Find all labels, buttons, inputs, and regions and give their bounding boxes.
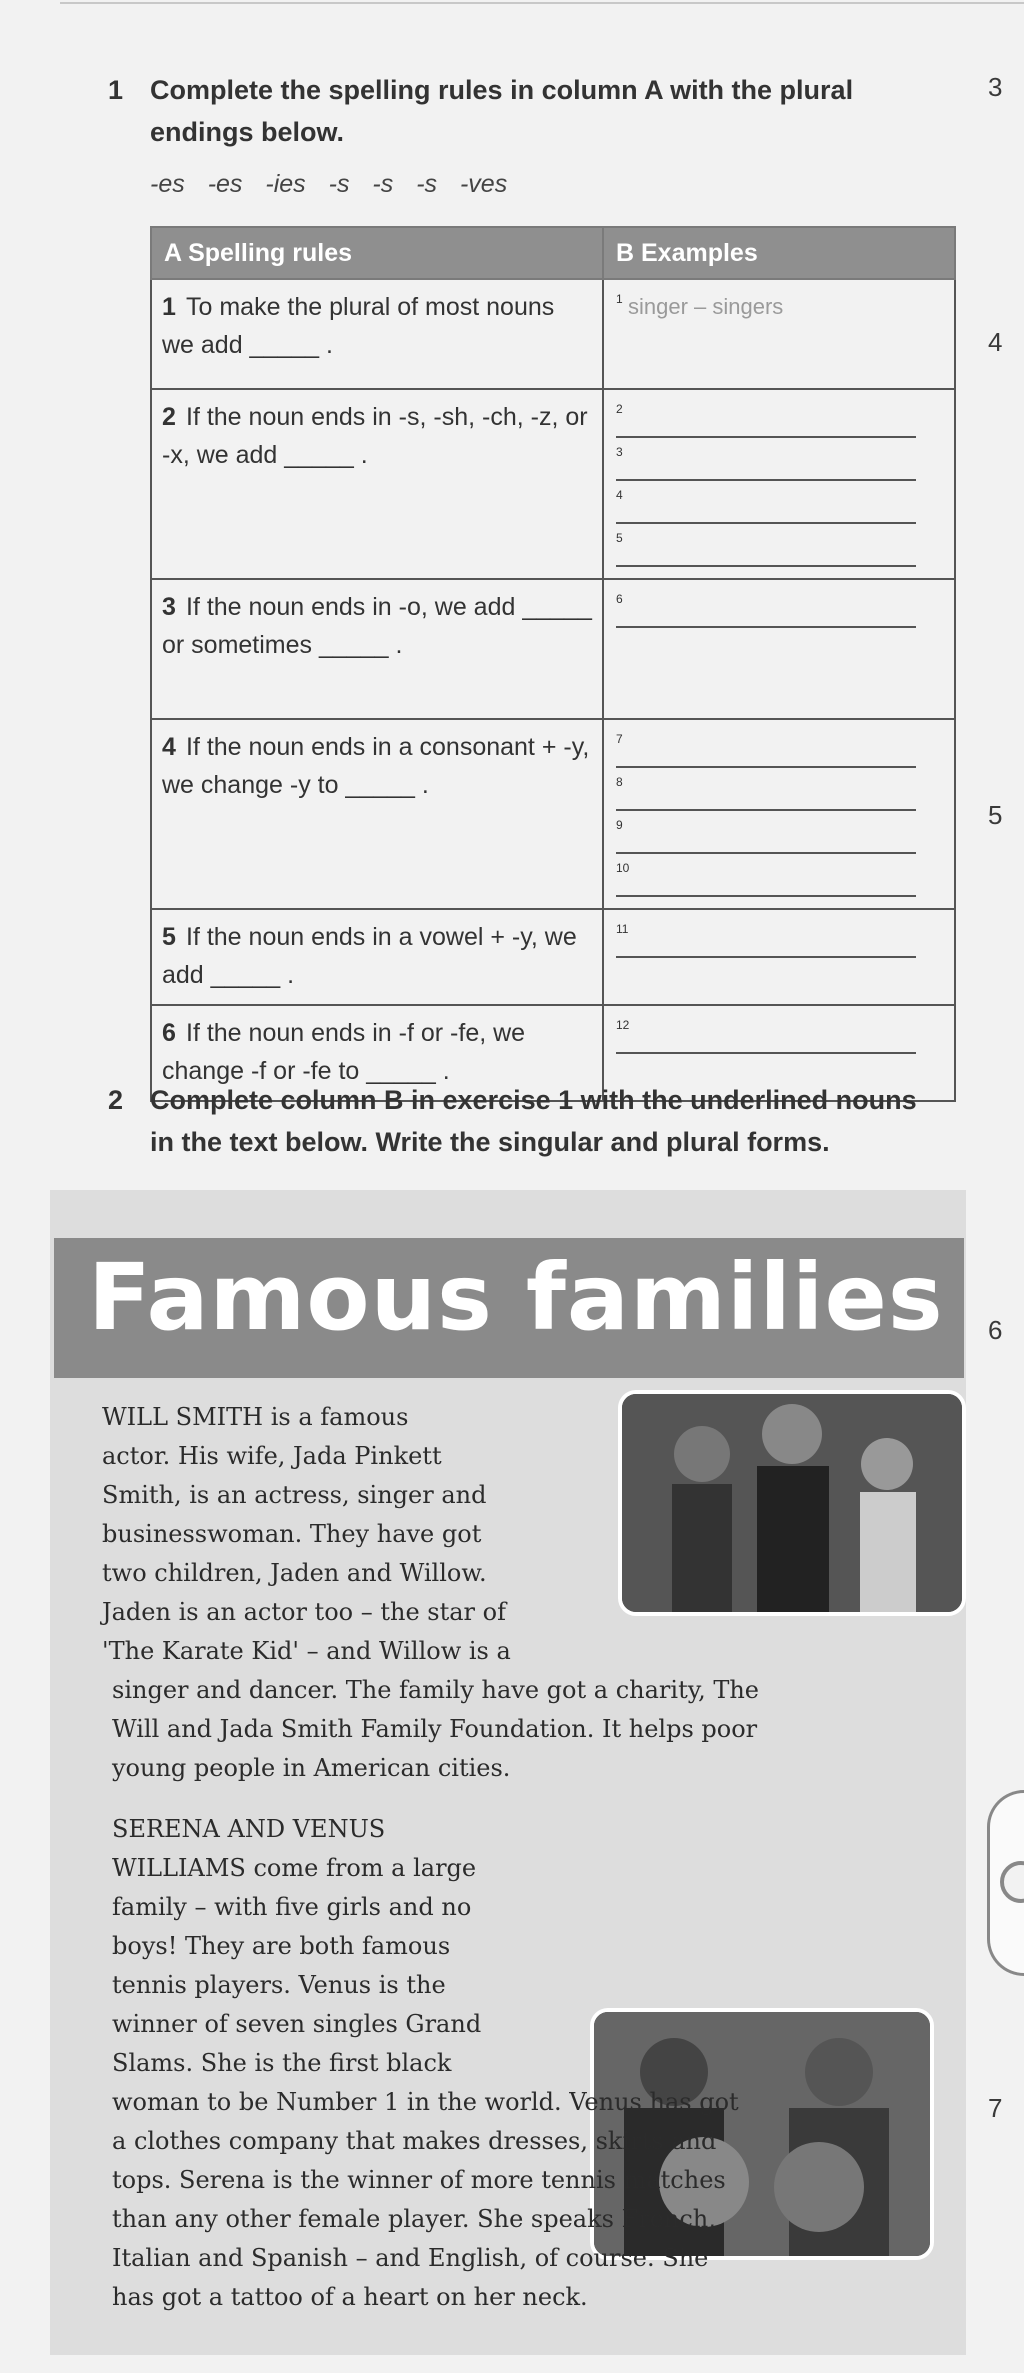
example-cell — [603, 389, 955, 579]
plural-endings-list — [150, 170, 517, 199]
text-line: Jaden is an actor too – the star of — [102, 1598, 506, 1626]
text-line: family – with five girls and no — [112, 1893, 472, 1921]
answer-blank[interactable] — [616, 441, 916, 481]
smith-family-photo — [618, 1390, 966, 1616]
example-number: 10 — [616, 861, 630, 875]
text-line: WILL SMITH is a famous — [102, 1403, 409, 1431]
answer-blank[interactable] — [616, 918, 916, 958]
title-banner — [54, 1238, 964, 1378]
example-number: 2 — [616, 402, 623, 416]
example-cell — [603, 909, 955, 1005]
answer-blank[interactable] — [616, 527, 916, 567]
rule-row — [151, 719, 955, 909]
rule-cell — [151, 389, 603, 579]
text-line: Slams. She is the first black — [112, 2049, 452, 2077]
rule-number: 2 — [162, 403, 176, 431]
text-line: 'The Karate Kid' – and Willow is a — [102, 1637, 511, 1665]
rule-text: If the noun ends in -f or -fe, we change -f or -fe to _____ . — [162, 1019, 526, 1085]
answer-blank[interactable] — [616, 857, 916, 897]
instruction-line: in the text below. Write the singular and plural forms. — [150, 1127, 830, 1157]
example-number: 3 — [616, 445, 623, 459]
ending-option: -ies — [265, 170, 306, 198]
ending-option: -s — [372, 170, 394, 198]
example-number: 5 — [616, 531, 623, 545]
text-line: Smith, is an actress, singer and — [102, 1481, 487, 1509]
answer-blank[interactable] — [616, 728, 916, 768]
rule-row — [151, 279, 955, 389]
text-line: than any other female player. She speaks French, — [112, 2205, 716, 2233]
text-line: boys! They are both famous — [112, 1932, 451, 1960]
ending-option: -ves — [459, 170, 508, 198]
ending-option: -es — [150, 170, 185, 198]
example-value: singer – singers — [628, 294, 784, 319]
margin-number: 6 — [988, 1315, 1003, 1345]
margin-number: 7 — [988, 2093, 1003, 2123]
example-number: 11 — [616, 922, 629, 936]
rule-cell — [151, 909, 603, 1005]
text-line: young people in American cities. — [112, 1754, 511, 1782]
example-number: 4 — [616, 488, 623, 502]
answer-blank[interactable] — [616, 484, 916, 524]
ending-option: -s — [416, 170, 438, 198]
reading-title: Famous families — [88, 1244, 944, 1351]
rule-row — [151, 909, 955, 1005]
rule-number: 5 — [162, 923, 176, 951]
paragraph-williams-bottom — [112, 2083, 739, 2317]
rule-cell — [151, 279, 603, 389]
text-line: businesswoman. They have got — [102, 1520, 482, 1548]
exercise-number: 2 — [108, 1085, 124, 1115]
rule-number: 6 — [162, 1019, 176, 1047]
rule-cell — [151, 719, 603, 909]
margin-number: 4 — [988, 327, 1003, 357]
page-tab — [987, 1790, 1024, 1976]
example-number: 6 — [616, 592, 623, 606]
rule-text: To make the plural of most nouns we add _____ . — [162, 293, 555, 359]
rule-number: 4 — [162, 733, 176, 761]
column-a-header: A Spelling rules — [151, 227, 603, 279]
margin-number: 3 — [988, 72, 1003, 102]
text-line: tops. Serena is the winner of more tennis matches — [112, 2166, 726, 2194]
example-number: 8 — [616, 775, 623, 789]
paragraph-smith-bottom — [112, 1671, 759, 1788]
answer-blank[interactable] — [616, 771, 916, 811]
text-line: a clothes company that makes dresses, skirts and — [112, 2127, 717, 2155]
text-line: woman to be Number 1 in the world. Venus has got — [112, 2088, 739, 2116]
rule-number: 1 — [162, 293, 176, 321]
rule-text: If the noun ends in -o, we add _____ or sometimes _____ . — [162, 593, 592, 659]
example-cell — [603, 579, 955, 719]
answer-blank[interactable] — [616, 588, 916, 628]
text-line: Italian and Spanish – and English, of course. She — [112, 2244, 709, 2272]
paragraph-smith-top — [102, 1398, 511, 1671]
ending-option: -s — [328, 170, 350, 198]
example-number: 12 — [616, 1018, 630, 1032]
rule-row — [151, 389, 955, 579]
paragraph-williams-top — [112, 1810, 481, 2083]
exercise-2-heading — [108, 1080, 968, 1164]
text-line: actor. His wife, Jada Pinkett — [102, 1442, 442, 1470]
exercise-1-heading — [108, 70, 948, 154]
answer-blank[interactable] — [616, 1014, 916, 1054]
reading-panel — [50, 1190, 966, 2355]
example-text — [616, 288, 916, 326]
spelling-rules-table — [150, 226, 956, 1102]
text-line: SERENA AND VENUS — [112, 1815, 386, 1843]
instruction-line: Complete the spelling rules in column A with the plural — [150, 75, 854, 105]
example-number: 7 — [616, 732, 623, 746]
rule-text: If the noun ends in a consonant + -y, we change -y to _____ . — [162, 733, 590, 799]
example-number: 1 — [616, 292, 623, 306]
top-rule — [60, 2, 1024, 4]
text-line: has got a tattoo of a heart on her neck. — [112, 2283, 588, 2311]
example-number: 9 — [616, 818, 623, 832]
rule-text: If the noun ends in a vowel + -y, we add _____ . — [162, 923, 577, 989]
text-line: two children, Jaden and Willow. — [102, 1559, 487, 1587]
column-b-header: B Examples — [603, 227, 955, 279]
text-line: tennis players. Venus is the — [112, 1971, 446, 1999]
answer-blank[interactable] — [616, 398, 916, 438]
instruction-line: Complete column B in exercise 1 with the underlined nouns — [150, 1085, 917, 1115]
example-cell — [603, 719, 955, 909]
ending-option: -es — [207, 170, 243, 198]
rule-number: 3 — [162, 593, 176, 621]
text-line: singer and dancer. The family have got a charity, The — [112, 1676, 760, 1704]
rule-row — [151, 579, 955, 719]
exercise-number: 1 — [108, 75, 124, 105]
text-line: WILLIAMS come from a large — [112, 1854, 477, 1882]
rule-cell — [151, 579, 603, 719]
margin-number: 5 — [988, 800, 1003, 830]
text-line: Will and Jada Smith Family Foundation. It helps poor — [112, 1715, 758, 1743]
rule-text: If the noun ends in -s, -sh, -ch, -z, or -x, we add _____ . — [162, 403, 588, 469]
answer-blank[interactable] — [616, 814, 916, 854]
text-line: winner of seven singles Grand — [112, 2010, 482, 2038]
instruction-line: endings below. — [150, 117, 345, 147]
ring-icon — [1000, 1861, 1024, 1903]
example-cell — [603, 279, 955, 389]
